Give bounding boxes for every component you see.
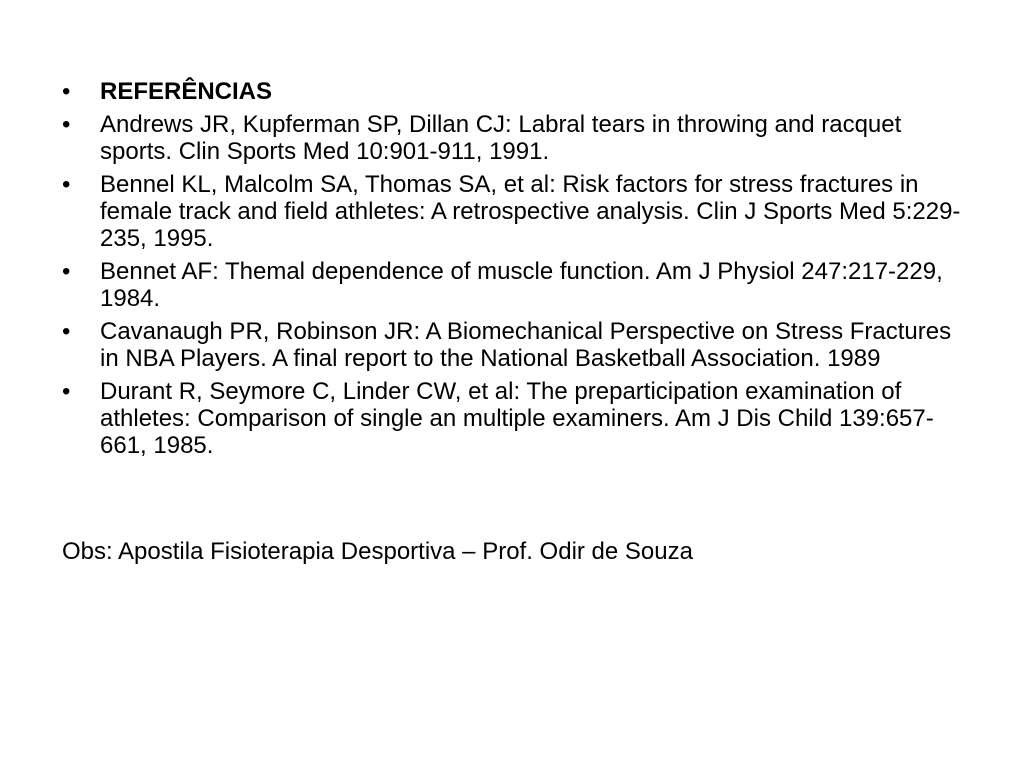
reference-text: Bennel KL, Malcolm SA, Thomas SA, et al: Risk factors for stress fractures in female track and field athletes: A retrospective analysis. Clin J Sports Med 5:229-235, 1995.	[100, 171, 961, 252]
reference-text: Andrews JR, Kupferman SP, Dillan CJ: Labral tears in throwing and racquet sports. Clin Sports Med 10:901-911, 1991.	[100, 111, 902, 165]
bullet-icon: •	[62, 171, 71, 198]
reference-text: Bennet AF: Themal dependence of muscle function. Am J Physiol 247:217-229, 1984.	[100, 258, 943, 312]
bullet-icon: •	[62, 318, 71, 345]
references-heading: REFERÊNCIAS	[100, 78, 273, 105]
reference-text: Cavanaugh PR, Robinson JR: A Biomechanical Perspective on Stress Fractures in NBA Players. A final report to the National Basketball Association. 1989	[100, 318, 952, 372]
reference-item	[62, 378, 962, 459]
reference-item	[62, 258, 962, 312]
reference-list	[62, 78, 962, 465]
reference-text: Durant R, Seymore C, Linder CW, et al: The preparticipation examination of athletes: Comparison of single an multiple examiners. Am J Dis Child 139:657-661, 1985.	[100, 378, 934, 459]
reference-item	[62, 171, 962, 252]
source-note: Obs: Apostila Fisioterapia Desportiva – Prof. Odir de Souza	[62, 538, 693, 565]
bullet-icon: •	[62, 78, 71, 105]
bullet-icon: •	[62, 378, 71, 405]
bullet-icon: •	[62, 258, 71, 285]
reference-item	[62, 111, 962, 165]
reference-item	[62, 318, 962, 372]
references-heading-item	[62, 78, 962, 105]
bullet-icon: •	[62, 111, 71, 138]
